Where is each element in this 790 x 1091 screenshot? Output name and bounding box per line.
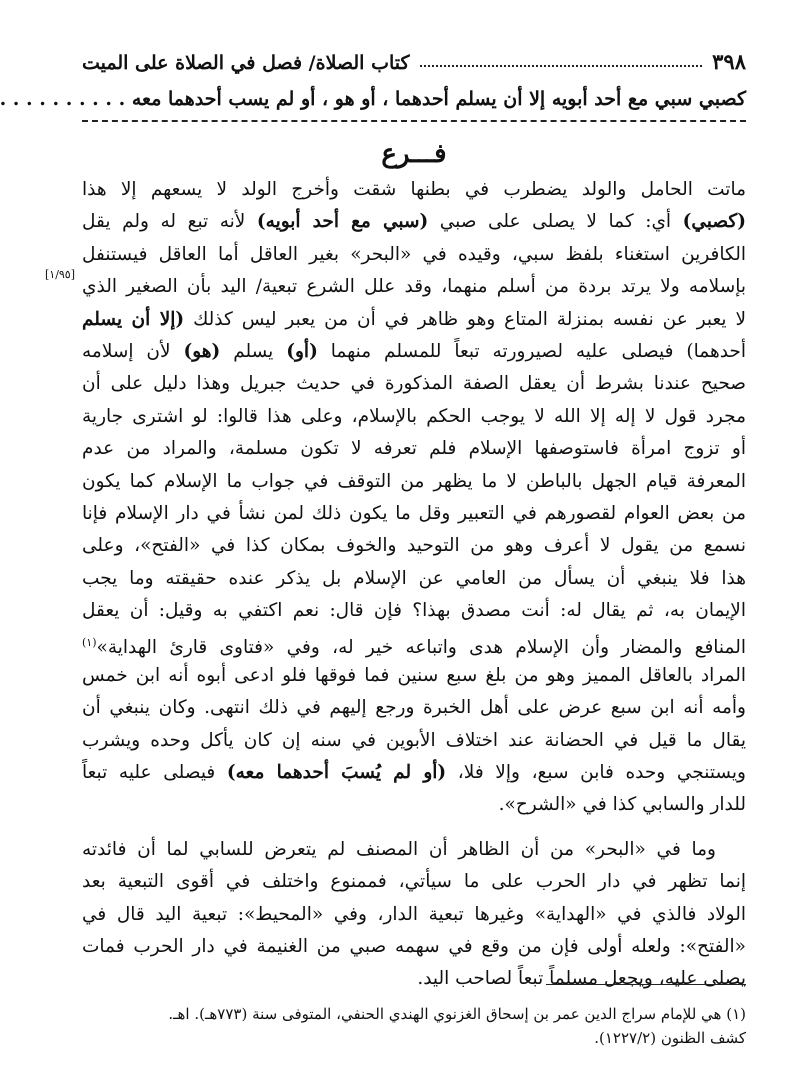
footnote-line: (١) هي للإمام سراج الدين عمر بن إسحاق الغزنوي الهندي الحنفي، المتوفى سنة (٧٧٣هـ). اهـ.: [168, 1005, 746, 1023]
text-line: وما في «البحر» من أن الظاهر أن المصنف لم يتعرض للسابي لما أن فائدته: [82, 838, 716, 860]
footnotes: [82, 1002, 746, 1050]
text-line: هذا فلا ينبغي أن يسأل من العامي عن الإسلام بل يذكر عنده حقيقته وما يجب: [82, 567, 746, 589]
text-segment: فيصلى عليه لصيرورته تبعاً للمسلم منهما: [317, 340, 687, 362]
text-line: [82, 757, 746, 789]
text-line: مجرد قول لا إله إلا الله لا يوجب الحكم بالإسلام، وعلى هذا قالوا: لو اشترى جارية: [82, 405, 746, 427]
matn-separator: [82, 120, 746, 122]
text-segment: المنافع والمضار وأن الإسلام هدى واتباعه خير له، وفي «فتاوى قارئ الهداية»: [96, 637, 746, 659]
text-segment: ويستنجي وحده فابن سبع، وإلا فلا،: [446, 762, 746, 784]
text-segment: لأن إسلامه: [82, 340, 184, 362]
text-line: من بعض العوام لقصورهم في التعبير وقل ما يكون ذلك لمن نشأ في دار الإسلام فإنا: [82, 502, 746, 524]
footnote-rule: [546, 984, 746, 985]
text-segment: (كصبي): [682, 211, 746, 233]
section-heading: فـــرع: [381, 139, 447, 169]
text-line: للدار والسابي كذا في «الشرح».: [498, 794, 746, 816]
text-line: ماتت الحامل والولد يضطرب في بطنها شقت وأخرج الولد لا يسعهم إلا هذا: [82, 179, 746, 200]
text-line: إنما تظهر في دار الحرب على ما سيأتي، فممنوع واختلف في أقوى التبعية بعد: [82, 871, 746, 893]
text-line: نسمع من يقول لا أعرف وهو من التوحيد والخوف بمكان كذا في «الفتح»، وعلى: [82, 535, 746, 557]
text-segment: لأنه تبع له ولم يقل: [82, 211, 257, 233]
text-line: صحيح عندنا بشرط أن يعقل الصفة المذكورة في حديث جبريل وهذا دليل على أن: [82, 373, 746, 395]
text-segment: (إلا أن يسلم: [82, 308, 185, 330]
margin-reference: [١/٩٥]: [44, 268, 76, 281]
running-header: [82, 44, 746, 74]
text-line: الولاد فالذي في «الهداية» وغيرها تبعية الدار، وفي «المحيط»: تبعية اليد قال في: [82, 903, 746, 925]
text-segment: فيصلى عليه تبعاً: [82, 762, 227, 784]
text-line: [82, 627, 746, 659]
text-segment: لا يعبر عن نفسه بمنزلة المتاع وهو ظاهر في أن من يعبر ليس كذلك: [184, 308, 747, 330]
text-segment: يسلم: [220, 340, 287, 362]
text-segment: أحدهما): [686, 340, 746, 362]
running-title: كتاب الصلاة/ فصل في الصلاة على الميت: [82, 52, 410, 74]
text-segment: (هو): [183, 340, 221, 362]
commentary-body: [82, 174, 746, 996]
text-segment: (أو لم يُسبَ أحدهما معه): [226, 762, 447, 784]
text-line: الكافرين استغناء بلفظ سبي، وقيده في «البحر» بغير العاقل أما العاقل فيستنفل: [82, 243, 746, 265]
text-line: [82, 304, 746, 336]
text-line: [82, 336, 746, 368]
footnote-marker: (١): [82, 636, 97, 650]
paragraph-1: [82, 174, 746, 822]
header-dotted-leader: [420, 65, 703, 67]
text-line: أو تزوج امرأة فاستوصفها الإسلام فلم تعرفه لا تكون مسلمة، والمراد من عدم: [82, 438, 746, 460]
text-line: المراد بالعاقل المميز وهو من بلغ سبع سنين فما فوقها فلو ادعى أبوه أنه ابن خمس: [82, 664, 746, 686]
text-line: «الفتح»: ولعله أولى فإن من وقع في سهمه صبي من الغنيمة في دار الحرب فمات: [82, 935, 746, 957]
paragraph-2: [82, 834, 746, 996]
text-line: يصلى عليه، ويجعل مسلماً تبعاً لصاحب اليد.: [417, 968, 746, 990]
text-line: [82, 206, 746, 238]
text-segment: (أو): [286, 340, 318, 362]
matn-text: كصبي سبي مع أحد أبويه إلا أن يسلم أحدهما ، أو هو ، أو لم يسب أحدهما معه . . . . . . . . . .: [0, 88, 746, 110]
text-line: وأمه أنه ابن سبع عرض على أهل الخبرة ورجع إليهم في ذلك انتهى. وكان ينبغي أن: [82, 697, 746, 719]
text-line: المعرفة قيام الجهل بالباطن لا ما يظهر من التوقف في جواب ما الإسلام كما يكون: [82, 470, 746, 492]
footnote-line: كشف الظنون (١٢٢٧/٢).: [594, 1029, 746, 1047]
text-line: بإسلامه ولا يرتد بردة من أسلم منهما، وقد علل الشرع تبعية/ اليد بأن الصغير الذي: [82, 276, 746, 298]
text-segment: (سبي مع أحد أبويه): [256, 211, 429, 233]
text-line: يقال ما قيل في الحضانة عند اختلاف الأبوين في سنه إن كان يأكل وحده ويشرب: [82, 729, 746, 751]
page-number: ٣٩٨: [712, 49, 746, 74]
paragraph-gap: [82, 822, 746, 834]
text-line: الإيمان به، ثم يقال له: أنت مصدق بهذا؟ فإن قال: نعم اكتفي به وقيل: أن يعقل: [82, 600, 746, 622]
text-segment: أي: كما لا يصلى على صبي: [428, 211, 683, 233]
